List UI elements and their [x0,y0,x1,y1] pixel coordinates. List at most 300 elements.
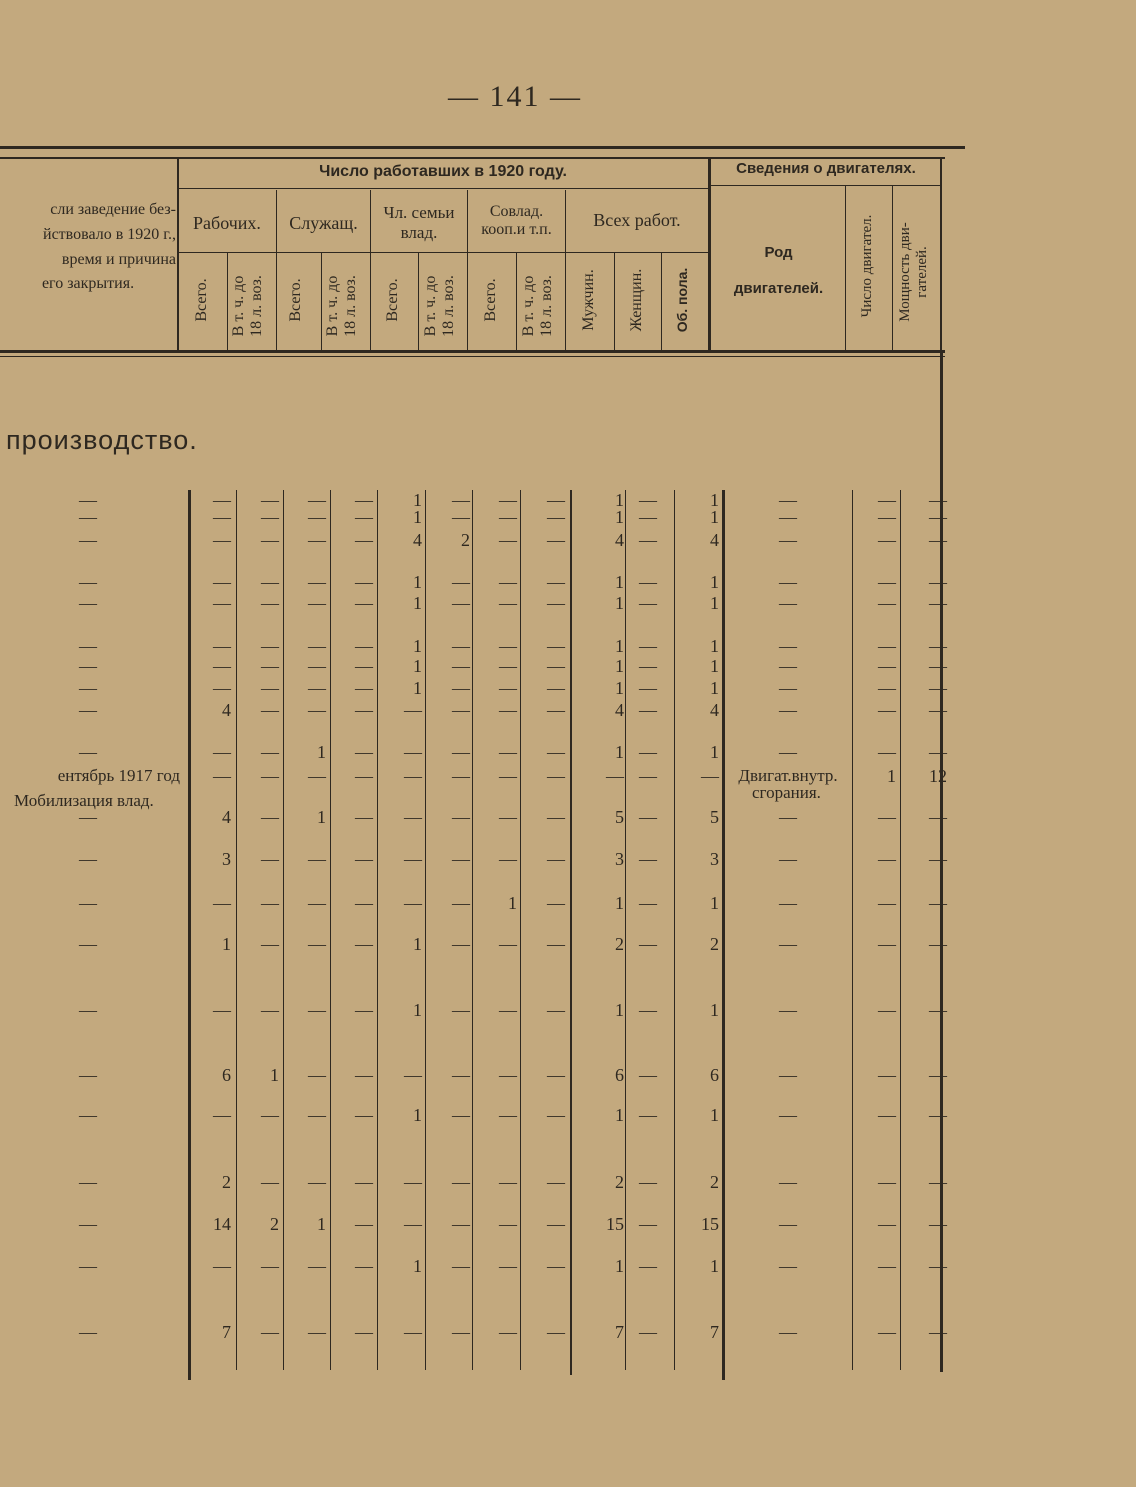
all-women-label: Женщин. [628,268,645,332]
sub-workers-header: Рабочих. [193,213,261,233]
cell-coop-minors: — [547,1065,565,1085]
cell-workers-total: — [213,572,231,592]
cell-both: 2 [710,934,719,954]
cell-both: 1 [710,656,719,676]
cell-family-minors: — [452,507,470,527]
cell-engine-kind: — [779,742,797,762]
cell-employees-total: — [308,1000,326,1020]
employees-minors-label: В т. ч. до 18 л. воз. [324,275,359,337]
cell-closure: — [79,507,97,527]
cell-family-total: 1 [413,507,422,527]
cell-family-minors: — [452,1065,470,1085]
row-note-engine-cont: сгорания. [752,783,821,802]
cell-workers-minors: — [261,530,279,550]
cell-engine-count: — [878,1256,896,1276]
cell-family-minors: — [452,1105,470,1125]
cell-coop-total: — [499,656,517,676]
cell-coop-total: — [499,530,517,550]
cell-workers-minors: — [261,507,279,527]
cell-family-minors: — [452,934,470,954]
vline-b-8 [570,490,572,1375]
cell-family-total: — [404,893,422,913]
cell-coop-minors: — [547,700,565,720]
rule-top [0,146,965,149]
cell-coop-total: — [499,807,517,827]
cell-closure: — [79,490,97,510]
sub-coop-header: Совлад. кооп.и т.п. [481,203,552,239]
cell-women: — [639,849,657,869]
vline-h-5 [708,158,711,352]
cell-employees-minors: — [355,1322,373,1342]
cell-both: 2 [710,1172,719,1192]
cell-coop-minors: — [547,636,565,656]
cell-workers-total: 6 [222,1065,231,1085]
page-number: — 141 — [448,80,582,113]
cell-closure: — [79,1065,97,1085]
cell-employees-minors: — [355,934,373,954]
cell-family-total: 4 [413,530,422,550]
cell-men: 2 [615,1172,624,1192]
cell-both: 1 [710,593,719,613]
cell-workers-minors: — [261,593,279,613]
cell-both: 1 [710,572,719,592]
cell-men: 6 [615,1065,624,1085]
cell-workers-minors: — [261,1172,279,1192]
cell-coop-total: — [499,1105,517,1125]
cell-women: — [639,1000,657,1020]
cell-workers-minors: 1 [270,1065,279,1085]
cell-engine-power: — [929,700,947,720]
cell-family-total: — [404,1322,422,1342]
cell-engine-power: — [929,507,947,527]
cell-family-total: — [404,766,422,786]
cell-engine-power: — [929,572,947,592]
cell-engine-power: — [929,934,947,954]
cell-workers-total: 4 [222,700,231,720]
cell-family-minors: — [452,1256,470,1276]
cell-employees-total: — [308,1105,326,1125]
cell-engine-kind: — [779,1214,797,1234]
cell-engine-count: — [878,700,896,720]
cell-men: 1 [615,507,624,527]
cell-engine-count: — [878,593,896,613]
cell-women: — [639,934,657,954]
cell-both: 1 [710,1256,719,1276]
workers-total-label: Всего. [193,278,210,322]
cell-coop-minors: — [547,742,565,762]
vline-h-6 [845,186,846,352]
cell-employees-minors: — [355,530,373,550]
cell-workers-total: — [213,656,231,676]
cell-engine-kind: — [779,700,797,720]
cell-closure: — [79,1214,97,1234]
cell-employees-minors: — [355,766,373,786]
cell-employees-total: — [308,1322,326,1342]
vline-b-7 [520,490,521,1370]
engine-power-label: Мощность дви- гателей. [897,222,930,322]
cell-both: 1 [710,1000,719,1020]
cell-women: — [639,893,657,913]
cell-coop-total: — [499,1322,517,1342]
cell-engine-kind: — [779,1322,797,1342]
cell-men: 5 [615,807,624,827]
vline-h-sub-5 [614,253,615,352]
engine-count-label: Число двигател. [859,214,875,318]
cell-family-total: — [404,742,422,762]
cell-both: — [701,766,719,786]
cell-employees-minors: — [355,507,373,527]
cell-engine-kind: — [779,656,797,676]
cell-workers-minors: — [261,849,279,869]
cell-coop-total: — [499,1172,517,1192]
engine-kind-header: Род двигателей. [733,244,824,297]
cell-engine-power: — [929,1105,947,1125]
cell-men: 2 [615,934,624,954]
cell-employees-minors: — [355,636,373,656]
vline-b-9 [625,490,626,1370]
cell-coop-total: — [499,636,517,656]
cell-engine-power: — [929,893,947,913]
employees-total-label: Всего. [287,278,304,322]
family-minors-label: В т. ч. до 18 л. воз. [422,275,457,337]
coop-minors-label: В т. ч. до 18 л. воз. [520,275,555,337]
cell-engine-count: — [878,934,896,954]
cell-coop-total: — [499,572,517,592]
cell-men: 1 [615,490,624,510]
cell-engine-count: — [878,1172,896,1192]
cell-family-total: — [404,1172,422,1192]
cell-closure: — [79,572,97,592]
cell-men: 1 [615,893,624,913]
cell-engine-power: — [929,1214,947,1234]
cell-women: — [639,636,657,656]
cell-men: — [606,766,624,786]
cell-family-total: 1 [413,678,422,698]
cell-engine-kind: — [779,1065,797,1085]
cell-workers-minors: — [261,742,279,762]
cell-both: 15 [701,1214,719,1234]
cell-men: 1 [615,1256,624,1276]
cell-engine-power: — [929,636,947,656]
cell-women: — [639,766,657,786]
cell-engine-kind: — [779,1105,797,1125]
cell-workers-total: 7 [222,1322,231,1342]
cell-engine-kind: — [779,507,797,527]
cell-women: — [639,593,657,613]
cell-employees-minors: — [355,1256,373,1276]
cell-engine-count: — [878,1065,896,1085]
cell-engine-kind: — [779,530,797,550]
cell-women: — [639,807,657,827]
cell-engine-power: — [929,807,947,827]
cell-coop-total: — [499,934,517,954]
cell-employees-total: — [308,656,326,676]
cell-workers-minors: — [261,656,279,676]
vline-b-4 [377,490,378,1370]
cell-workers-minors: — [261,893,279,913]
cell-engine-count: — [878,656,896,676]
cell-engine-count: 1 [887,766,896,786]
cell-engine-kind: — [779,893,797,913]
cell-employees-minors: — [355,593,373,613]
cell-engine-count: — [878,1214,896,1234]
cell-coop-minors: — [547,1105,565,1125]
vline-b-2 [283,490,284,1370]
cell-family-total: 1 [413,1105,422,1125]
cell-employees-total: — [308,1172,326,1192]
cell-family-total: 1 [413,1000,422,1020]
cell-employees-total: — [308,849,326,869]
cell-employees-minors: — [355,678,373,698]
cell-both: 1 [710,490,719,510]
cell-employees-total: — [308,678,326,698]
cell-family-minors: — [452,678,470,698]
cell-coop-minors: — [547,1000,565,1020]
vline-b-5 [425,490,426,1370]
cell-women: — [639,1214,657,1234]
cell-closure: — [79,700,97,720]
cell-engine-kind: — [779,1256,797,1276]
cell-women: — [639,1172,657,1192]
cell-employees-minors: — [355,656,373,676]
cell-closure: ентябрь 1917 год [57,766,180,785]
cell-both: 1 [710,507,719,527]
cell-women: — [639,678,657,698]
cell-closure: — [79,1322,97,1342]
cell-engine-count: — [878,530,896,550]
cell-coop-minors: — [547,849,565,869]
cell-engine-kind: — [779,1000,797,1020]
cell-both: 4 [710,530,719,550]
cell-employees-minors: — [355,1065,373,1085]
all-men-label: Мужчин. [580,269,597,331]
cell-employees-minors: — [355,700,373,720]
cell-workers-minors: — [261,636,279,656]
cell-workers-minors: — [261,807,279,827]
cell-coop-total: — [499,766,517,786]
cell-closure: — [79,807,97,827]
vline-h-sub-2 [321,253,322,352]
cell-family-minors: — [452,656,470,676]
cell-family-minors: — [452,636,470,656]
cell-employees-minors: — [355,1214,373,1234]
cell-coop-minors: — [547,507,565,527]
cell-family-minors: — [452,490,470,510]
cell-workers-minors: — [261,700,279,720]
cell-workers-total: — [213,530,231,550]
vline-b-1 [236,490,237,1370]
cell-women: — [639,1322,657,1342]
cell-coop-total: — [499,742,517,762]
cell-coop-total: — [499,1256,517,1276]
sub-family-header: Чл. семьи влад. [383,203,455,242]
cell-engine-kind: Двигат.внутр. [738,766,838,785]
cell-family-total: — [404,849,422,869]
cell-coop-minors: — [547,593,565,613]
cell-both: 1 [710,893,719,913]
cell-coop-total: — [499,700,517,720]
vline-h-7 [892,186,893,352]
cell-closure: — [79,656,97,676]
cell-women: — [639,490,657,510]
all-both-label: Об. пола. [674,267,690,333]
cell-men: 1 [615,1000,624,1020]
cell-family-minors: — [452,1172,470,1192]
cell-workers-total: — [213,893,231,913]
cell-workers-minors: — [261,1105,279,1125]
cell-engine-count: — [878,893,896,913]
cell-coop-minors: — [547,678,565,698]
cell-men: 1 [615,1105,624,1125]
cell-men: 1 [615,742,624,762]
group-workers-header: Число работавших в 1920 году. [319,163,567,180]
cell-family-total: 1 [413,490,422,510]
section-title: производство. [6,425,198,455]
cell-family-total: 1 [413,636,422,656]
cell-coop-minors: — [547,1256,565,1276]
cell-closure: — [79,593,97,613]
cell-engine-power: — [929,1322,947,1342]
cell-family-minors: — [452,807,470,827]
vline-h-8 [940,158,942,352]
cell-engine-count: — [878,572,896,592]
cell-closure: — [79,849,97,869]
group-engines-header: Сведения о двигателях. [736,160,916,177]
cell-closure: — [79,934,97,954]
cell-employees-minors: — [355,893,373,913]
cell-men: 15 [606,1214,624,1234]
cell-engine-power: — [929,1065,947,1085]
rule-group-engines [710,185,940,186]
cell-both: 4 [710,700,719,720]
cell-employees-minors: — [355,742,373,762]
cell-women: — [639,1105,657,1125]
cell-engine-count: — [878,490,896,510]
cell-workers-total: — [213,1105,231,1125]
cell-workers-total: 4 [222,807,231,827]
cell-men: 1 [615,572,624,592]
cell-employees-total: 1 [317,1214,326,1234]
cell-employees-total: — [308,507,326,527]
cell-workers-minors: — [261,1322,279,1342]
cell-employees-total: — [308,490,326,510]
vline-b-3 [330,490,331,1370]
cell-engine-power: 12 [929,766,947,786]
cell-workers-total: — [213,490,231,510]
cell-engine-kind: — [779,490,797,510]
cell-closure: — [79,742,97,762]
rule-sub [178,252,708,253]
cell-family-minors: — [452,572,470,592]
cell-men: 1 [615,656,624,676]
cell-family-total: — [404,807,422,827]
cell-men: 1 [615,593,624,613]
cell-engine-count: — [878,1322,896,1342]
cell-engine-kind: — [779,593,797,613]
cell-engine-power: — [929,1256,947,1276]
cell-workers-total: — [213,742,231,762]
cell-both: 3 [710,849,719,869]
cell-employees-minors: — [355,1000,373,1020]
cell-closure: — [79,678,97,698]
cell-engine-power: — [929,593,947,613]
cell-closure: — [79,893,97,913]
cell-closure: — [79,1105,97,1125]
cell-coop-minors: — [547,1322,565,1342]
cell-coop-total: — [499,1214,517,1234]
cell-employees-minors: — [355,807,373,827]
vline-b-11 [722,490,725,1380]
cell-workers-minors: — [261,1256,279,1276]
cell-employees-minors: — [355,849,373,869]
cell-employees-total: — [308,700,326,720]
cell-engine-power: — [929,1172,947,1192]
cell-family-total: — [404,1065,422,1085]
rule-top-inner [0,157,945,159]
cell-employees-total: — [308,1065,326,1085]
coop-total-label: Всего. [482,278,499,322]
cell-family-total: 1 [413,934,422,954]
cell-family-total: — [404,700,422,720]
cell-workers-total: — [213,507,231,527]
cell-engine-count: — [878,678,896,698]
cell-engine-power: — [929,490,947,510]
cell-engine-count: — [878,636,896,656]
cell-engine-count: — [878,849,896,869]
cell-engine-power: — [929,530,947,550]
cell-employees-total: 1 [317,742,326,762]
cell-men: 1 [615,636,624,656]
cell-coop-minors: — [547,1214,565,1234]
cell-employees-total: — [308,766,326,786]
cell-women: — [639,1256,657,1276]
cell-coop-total: — [499,849,517,869]
cell-coop-minors: — [547,490,565,510]
rule-header-bottom-2 [0,356,945,357]
vline-b-6 [472,490,473,1370]
cell-both: 7 [710,1322,719,1342]
cell-men: 3 [615,849,624,869]
rule-header-bottom [0,350,945,353]
cell-workers-minors: — [261,1000,279,1020]
cell-workers-total: — [213,593,231,613]
cell-coop-minors: — [547,893,565,913]
cell-women: — [639,1065,657,1085]
cell-family-total: 1 [413,1256,422,1276]
cell-engine-count: — [878,1000,896,1020]
cell-workers-total: 3 [222,849,231,869]
cell-engine-count: — [878,807,896,827]
vline-b-12 [852,490,853,1370]
cell-engine-kind: — [779,1172,797,1192]
cell-family-total: 1 [413,572,422,592]
cell-closure: — [79,1000,97,1020]
cell-employees-minors: — [355,1105,373,1125]
cell-workers-minors: — [261,934,279,954]
cell-workers-total: — [213,636,231,656]
cell-workers-minors: — [261,678,279,698]
cell-employees-minors: — [355,490,373,510]
cell-coop-minors: — [547,530,565,550]
cell-employees-total: — [308,593,326,613]
cell-family-minors: — [452,1322,470,1342]
cell-coop-minors: — [547,807,565,827]
cell-family-minors: — [452,593,470,613]
cell-closure: — [79,530,97,550]
cell-family-total: 1 [413,656,422,676]
cell-engine-kind: — [779,636,797,656]
cell-engine-count: — [878,1105,896,1125]
